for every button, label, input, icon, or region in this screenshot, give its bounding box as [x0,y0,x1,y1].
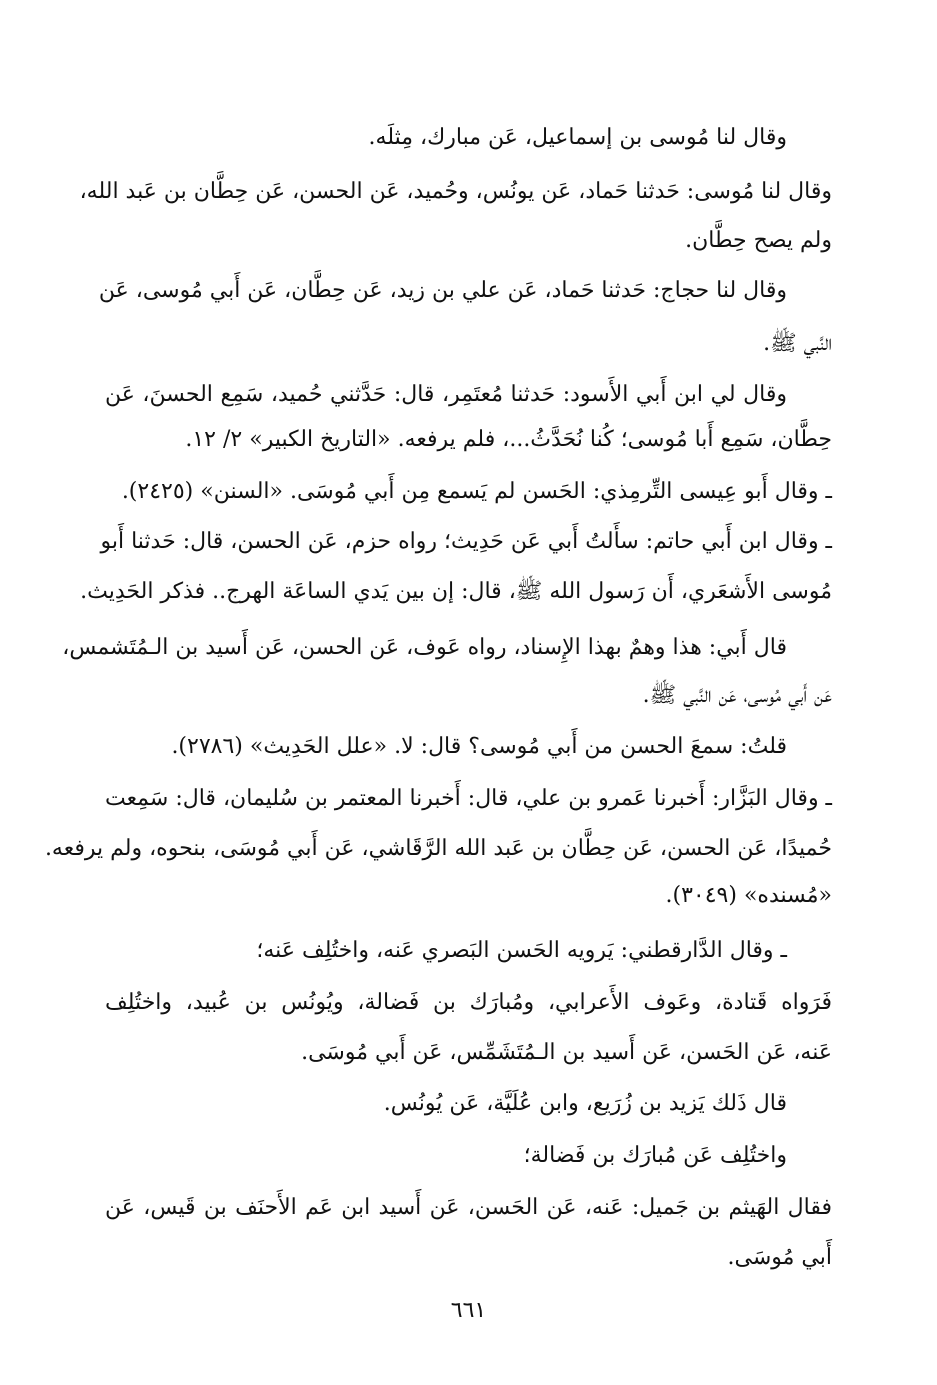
text-line: ـ وقال الدَّارقطني: يَرويه الحَسن البَصري عَنه، واختُلِف عَنه؛ [256,938,787,963]
text-line: مُوسى الأَشعَري، أَن رَسول الله ﷺ، قال: إن بين يَدي الساعَة الهرج.. فذكر الحَدِيث. [80,579,832,604]
text-line: حُميدًا، عَن الحسن، عَن حِطَّان بن عَبد الله الرَّقَاشي، عَن أَبي مُوسَى، بنحوه، ولم يرفعه. [44,836,832,861]
text-line: ـ وقال أَبو عِيسى التِّرمِذي: الحَسن لم يَسمع مِن أَبي مُوسَى. «السنن» (٢٤٢٥). [121,479,832,504]
text-line: وقال لنا مُوسى بن إسماعيل، عَن مبارك، مِثلَه. [368,125,787,150]
text-line: ـ وقال البَزَّار: أَخبرنا عَمرو بن علي، قال: أَخبرنا المعتمر بن سُليمان، قال: سَمِعت [104,786,832,811]
text-line: وقال لي ابن أَبي الأَسود: حَدثنا مُعتَمِر، قال: حَدَّثني حُميد، سَمِع الحسنَ، عَن [105,382,787,407]
text-line: ـ وقال ابن أَبي حاتم: سأَلتُ أَبي عَن حَدِيث؛ رواه حزم، عَن الحسن، قال: حَدثنا أَبو [100,529,832,554]
text-line: حِطَّان، سَمِع أَبا مُوسى؛ كُنا نُحَدَّثُ...، فلم يرفعه. «التاريخ الكبير» ٢/ ١٢. [185,427,832,452]
text-line: قلتُ: سمعَ الحسن من أَبي مُوسى؟ قال: لا. «علل الحَدِيث» (٢٧٨٦). [171,734,787,759]
text-line: عَن أَبي مُوسى، عَن النَّبي ﷺ. [642,683,832,708]
text-line: قال أَبي: هذا وهمٌ بهذا الإِسناد، رواه عَوف، عَن الحسن، عَن أَسيد بن الـمُتَشمس، [62,635,787,660]
text-line: وقال لنا مُوسى: حَدثنا حَماد، عَن يونُس، وحُميد، عَن الحسن، عَن حِطَّان بن عَبد الله، [79,179,832,204]
text-line: أَبي مُوسَى. [727,1245,832,1270]
text-line: فَرَواه قَتادة، وعَوف الأَعرابي، ومُبارَك بن فَضالة، ويُونُس بن عُبيد، واختُلِف [105,990,832,1015]
page-number: ٦٦١ [450,1298,487,1323]
text-line: قال ذَلك يَزيد بن زُرَيع، وابن عُلَيَّة، عَن يُونُس. [383,1091,787,1116]
text-line: وقال لنا حجاج: حَدثنا حَماد، عَن علي بن زيد، عَن حِطَّان، عَن أَبي مُوسى، عَن [98,278,787,303]
text-line: «مُسنده» (٣٠٤٩). [665,883,832,908]
text-line: النَّبي ﷺ. [763,331,832,356]
text-line: عَنه، عَن الحَسن، عَن أَسيد بن الـمُتَشَمِّس، عَن أَبي مُوسَى. [301,1040,832,1065]
text-line: فقال الهَيثم بن جَميل: عَنه، عَن الحَسن، عَن أَسيد ابن عَم الأَحنَف بن قَيس، عَن [105,1195,832,1220]
text-line: واختُلِف عَن مُبارَك بن فَضالة؛ [523,1143,787,1168]
text-line: ولم يصح حِطَّان. [685,228,832,253]
